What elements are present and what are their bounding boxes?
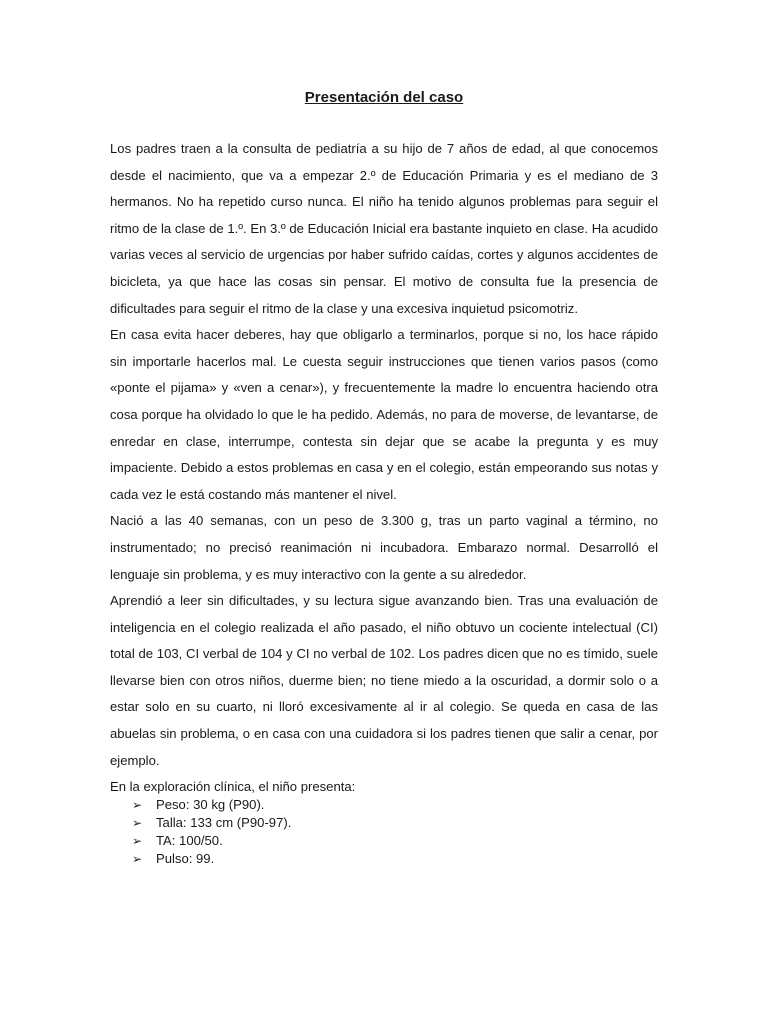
paragraph-development: Aprendió a leer sin dificultades, y su lectura sigue avanzando bien. Tras una evaluación de inteligencia en el colegio realizada el año pasado, el niño obtuvo un cociente intelectual (CI) total de 103, CI verbal de 104 y CI no verbal de 102. Los padres dicen que no es tímido, suele llevarse bien con otros niños, duerme bien; no tiene miedo a la oscuridad, a dormir solo o a estar solo en su cuarto, ni lloró excesivamente al ir al colegio. Se queda en casa de las abuelas sin problema, o en casa con una cuidadora si los padres tienen que salir a cenar, por ejemplo. bbox=[110, 593, 658, 768]
page-title: Presentación del caso bbox=[304, 89, 464, 106]
list-item bbox=[132, 832, 658, 850]
paragraph-case-intro: Los padres traen a la consulta de pediatría a su hijo de 7 años de edad, al que conocemos desde el nacimiento, que va a empezar 2.º de Educación Primaria y es el mediano de 3 hermanos. No ha repetido curso nunca. El niño ha tenido algunos problemas para seguir el ritmo de la clase de 1.º. En 3.º de Educación Inicial era bastante inquieto en clase. Ha acudido varias veces al servicio de urgencias por haber sufrido caídas, cortes y algunos accidentes de bicicleta, ya que hace las cosas sin pensar. El motivo de consulta fue la presencia de dificultades para seguir el ritmo de la clase y una excesiva inquietud psicomotriz. bbox=[110, 141, 658, 316]
list-item-text: Talla: 133 cm (P90-97). bbox=[156, 815, 292, 831]
list-item-text: TA: 100/50. bbox=[156, 833, 223, 849]
paragraph-birth-history: Nació a las 40 semanas, con un peso de 3.300 g, tras un parto vaginal a término, no instrumentado; no precisó reanimación ni incubadora. Embarazo normal. Desarrolló el lenguaje sin problema, y es muy interactivo con la gente a su alrededor. bbox=[110, 513, 658, 582]
list-item bbox=[132, 796, 658, 814]
exploration-intro: En la exploración clínica, el niño presenta: bbox=[110, 779, 356, 795]
list-item-text: Pulso: 99. bbox=[156, 851, 215, 867]
arrow-bullet-icon: ➢ bbox=[132, 798, 143, 813]
arrow-bullet-icon: ➢ bbox=[132, 834, 143, 849]
list-item bbox=[132, 814, 658, 832]
arrow-bullet-icon: ➢ bbox=[132, 852, 143, 867]
list-item-text: Peso: 30 kg (P90). bbox=[156, 797, 265, 813]
arrow-bullet-icon: ➢ bbox=[132, 816, 143, 831]
exploration-list bbox=[110, 796, 658, 868]
paragraph-home-behavior: En casa evita hacer deberes, hay que obligarlo a terminarlos, porque si no, los hace rápido sin importarle hacerlos mal. Le cuesta seguir instrucciones que tienen varios pasos (como «ponte el pijama» y «ven a cenar»), y frecuentemente la madre lo encuentra haciendo otra cosa porque ha olvidado lo que le ha pedido. Además, no para de moverse, de levantarse, de enredar en clase, interrumpe, contesta sin dejar que se acabe la pregunta y es muy impaciente. Debido a estos problemas en casa y en el colegio, están empeorando sus notas y cada vez le está costando más mantener el nivel. bbox=[110, 327, 658, 502]
list-item bbox=[132, 850, 658, 868]
